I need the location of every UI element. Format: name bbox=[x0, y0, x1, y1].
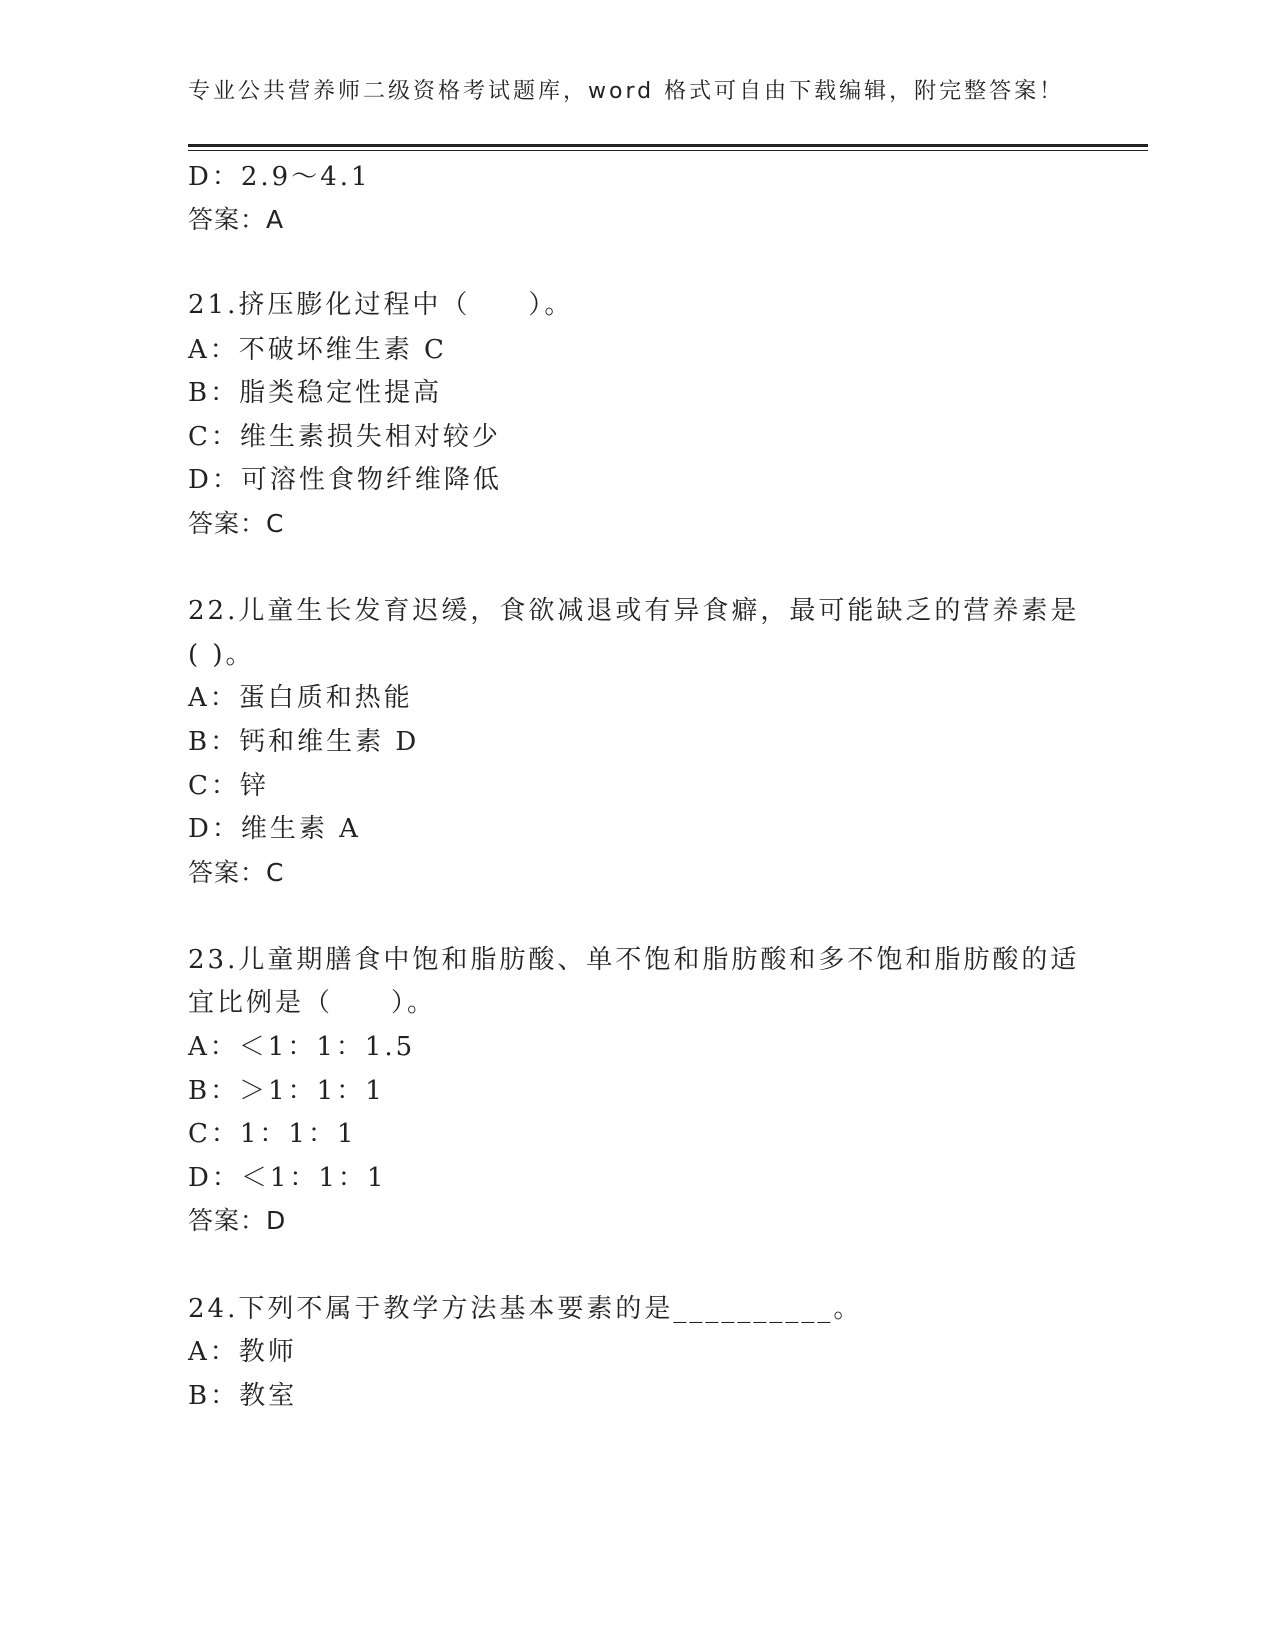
header-rule-thick bbox=[188, 144, 1148, 147]
question-21: 21.挤压膨化过程中（ ）。 bbox=[188, 290, 574, 320]
option-b: B：脂类稳定性提高 bbox=[188, 378, 443, 408]
option-d: D：维生素 A bbox=[188, 814, 361, 844]
option-b: B：教室 bbox=[188, 1381, 298, 1411]
option-c: C：1：1：1 bbox=[188, 1119, 357, 1149]
option-d: D：＜1：1：1 bbox=[188, 1163, 387, 1193]
answer: 答案：D bbox=[188, 1206, 287, 1235]
header-rule-thin bbox=[188, 150, 1148, 151]
question-22-continued: ( )。 bbox=[188, 640, 255, 670]
question-24: 24.下列不属于教学方法基本要素的是__________。 bbox=[188, 1294, 863, 1324]
option-c: C：维生素损失相对较少 bbox=[188, 422, 501, 452]
option-a: A：不破坏维生素 C bbox=[188, 335, 447, 365]
answer: 答案：C bbox=[188, 509, 285, 538]
option-d: D：可溶性食物纤维降低 bbox=[188, 465, 502, 495]
question-22: 22.儿童生长发育迟缓，食欲减退或有异食癖，最可能缺乏的营养素是 bbox=[188, 596, 1080, 626]
answer: 答案：C bbox=[188, 858, 285, 887]
option-c: C：锌 bbox=[188, 771, 269, 801]
option-a: A：＜1：1：1.5 bbox=[188, 1032, 416, 1062]
option-a: A：蛋白质和热能 bbox=[188, 683, 413, 713]
option-a: A：教师 bbox=[188, 1337, 297, 1367]
option-b: B：钙和维生素 D bbox=[188, 727, 420, 757]
page-header: 专业公共营养师二级资格考试题库，word 格式可自由下载编辑，附完整答案！ bbox=[188, 79, 1065, 104]
answer: 答案：A bbox=[188, 205, 285, 234]
question-23-continued: 宜比例是（ ）。 bbox=[188, 988, 437, 1018]
question-23: 23.儿童期膳食中饱和脂肪酸、单不饱和脂肪酸和多不饱和脂肪酸的适 bbox=[188, 945, 1080, 975]
option-b: B：＞1：1：1 bbox=[188, 1076, 385, 1106]
option-d: D：2.9～4.1 bbox=[188, 162, 371, 192]
